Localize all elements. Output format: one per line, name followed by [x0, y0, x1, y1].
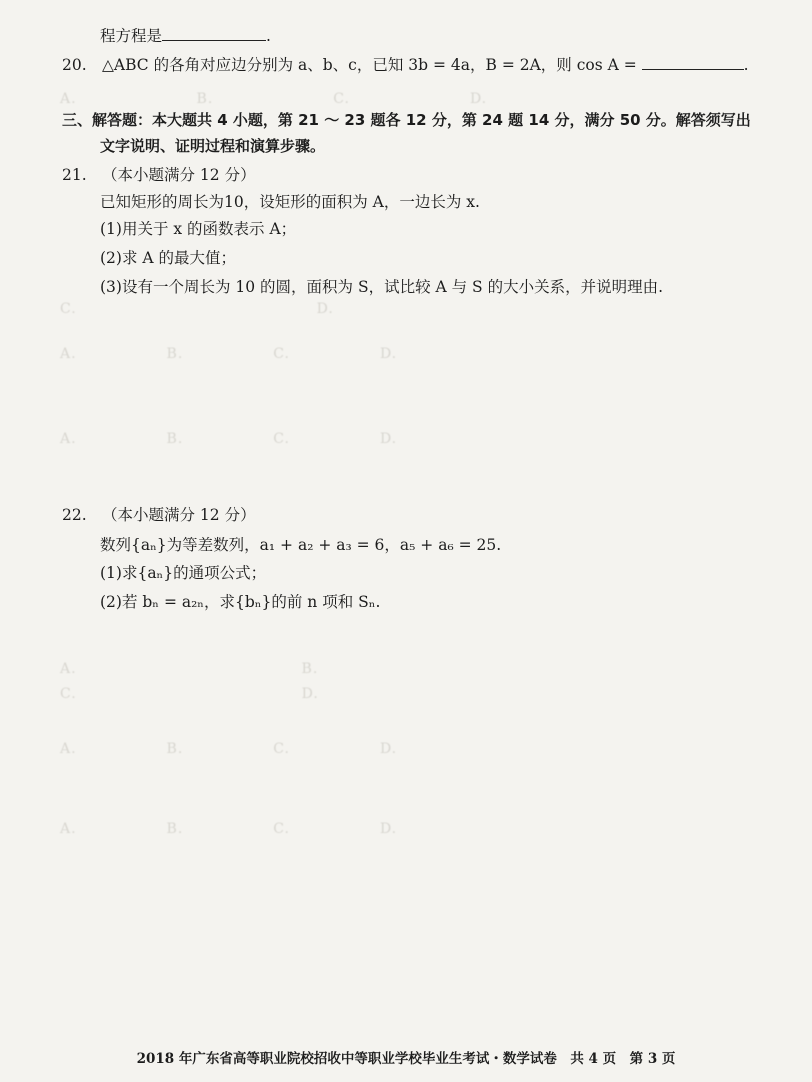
question-score: （本小题满分 12 分）	[102, 166, 256, 184]
q19-end-mark: .	[266, 27, 271, 45]
q19-tail-text: 程方程是	[100, 27, 163, 45]
question-21-header	[62, 165, 256, 185]
q19-answer-blank[interactable]	[162, 26, 266, 41]
question-number: 20.	[62, 56, 87, 74]
question-text: △ABC 的各角对应边分别为 a、b、c，已知 3b = 4a，B = 2A，则 cos A =	[102, 56, 637, 74]
section-heading-line1: 三、解答题：本大题共 4 小题，第 21 ～ 23 题各 12 分，第 24 题 14 分，满分 50 分。解答须写出	[62, 111, 751, 129]
q21-part-1: (1)用关于 x 的函数表示 A；	[100, 220, 297, 238]
question-22-header	[62, 505, 256, 525]
q21-part-2: (2)求 A 的最大值；	[100, 249, 237, 267]
question-score: （本小题满分 12 分）	[102, 506, 256, 524]
q21-stem: 已知矩形的周长为10，设矩形的面积为 A，一边长为 x.	[100, 193, 480, 211]
q20-answer-blank[interactable]	[642, 55, 744, 70]
q22-part-1: (1)求{aₙ}的通项公式；	[100, 564, 267, 582]
q21-part-3: (3)设有一个周长为 10 的圆，面积为 S，试比较 A 与 S 的大小关系，并说明理由.	[100, 278, 664, 296]
q22-stem: 数列{aₙ}为等差数列，a₁ + a₂ + a₃ = 6，a₅ + a₆ = 25.	[100, 536, 502, 554]
section-heading-line2: 文字说明、证明过程和演算步骤。	[100, 137, 326, 155]
q22-part-2: (2)若 bₙ = a₂ₙ，求{bₙ}的前 n 项和 Sₙ.	[100, 593, 381, 611]
q20-end-mark: .	[743, 56, 749, 74]
q19-tail	[100, 26, 271, 46]
question-number: 22.	[62, 506, 87, 524]
page-footer: 2018 年广东省高等职业院校招收中等职业学校毕业生考试・数学试卷 共 4 页 第 3 页	[136, 1051, 676, 1067]
question-20	[62, 55, 749, 75]
question-number: 21.	[62, 166, 87, 184]
exam-page: A. B. C. D. C. D. A. B. C. D. A. B. C. D. A. B. C. D. A. B. C. D. A. B. C. D. 程方程是 . 20. △ABC 的各角对应边分别为 a、b、c，已知 3b = 4a，B = 2A，则 cos A = . 三、解答题：本大题共 4 小题，第 21 ～ 23 题各 12 分，第 24 题 14 分，满分 50 分。解答须写出 文字说明、证明过程和演算步骤。 21. （本小题满分 12 分） 已知矩形的周长为10，设矩形的面积为 A，一边长为 x. (1)用关于 x 的函数表示 A； (2)求 A 的最大值； (3)设有一个周长为 10 的圆，面积为 S，试比较 A 与 S 的大小关系，并说明理由. 22. （本小题满分 12 分） 数列{aₙ}为等差数列，a₁ + a₂ + a₃ = 6，a₅ + a₆ = 25. (1)求{aₙ}的通项公式； (2)若 bₙ = a₂ₙ，求{bₙ}的前 n 项和 Sₙ. 2018 年广东省高等职业院校招收中等职业学校毕业生考试・数学试卷 共 4 页 第 3 页	[0, 0, 812, 1082]
